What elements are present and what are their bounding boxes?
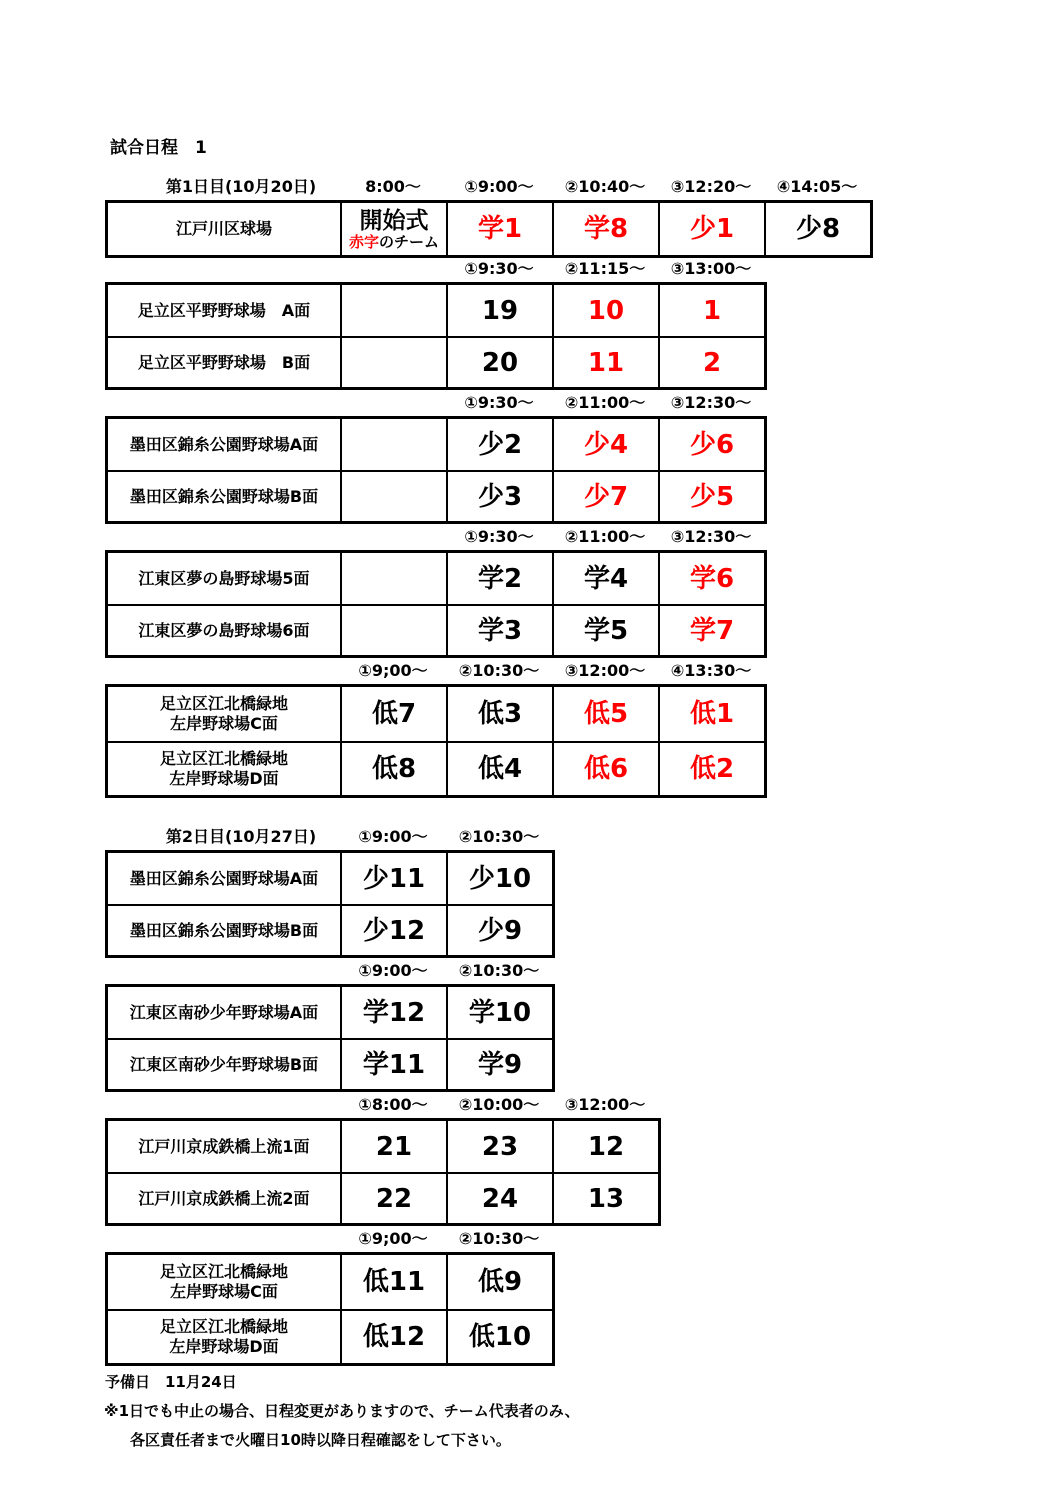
time-header: ④14:05～ [776,177,858,196]
match-cell: 少6 [658,419,764,470]
match-cell: 低7 [340,687,446,741]
day-label: 第1日目(10月20日) [165,177,317,196]
venue-cell: 江東区南砂少年野球場A面 [129,1002,319,1022]
match-cell: 低2 [658,741,764,795]
venue-cell: 足立区平野野球場 B面 [108,336,340,387]
time-header: ②11:15～ [564,259,646,278]
time-header: ④13:30～ [670,661,752,680]
page-title: 試合日程 1 [110,138,207,158]
match-cell: 低12 [340,1309,446,1363]
match-cell: 13 [552,1172,658,1223]
time-header: ①9:30～ [464,259,534,278]
time-header: ③12:30～ [670,527,752,546]
empty-cell [340,553,446,604]
time-header: ③13:00～ [670,259,752,278]
empty-cell [340,285,446,336]
time-header: ②10:30～ [458,961,540,980]
match-cell: 学5 [552,604,658,655]
match-cell: 低3 [446,687,552,741]
time-header: ①9:00～ [464,177,534,196]
match-cell: 24 [446,1172,552,1223]
time-header: 8:00～ [365,177,421,196]
schedule-table [105,200,873,258]
time-header: ②11:00～ [564,527,646,546]
venue-cell: 足立区平野野球場 A面 [137,300,311,320]
opening-ceremony-cell: 開始式 赤字のチーム [340,203,446,255]
schedule-table [105,684,767,798]
match-cell: 低11 [340,1255,446,1309]
empty-cell [340,604,446,655]
venue-cell: 江戸川区球場 [175,219,272,238]
time-header: ②10:00～ [458,1095,540,1114]
venue-cell: 足立区江北橋緑地 左岸野球場D面 [108,1309,340,1363]
venue-cell: 墨田区錦糸公園野球場A面 [129,434,319,454]
empty-cell [340,336,446,387]
match-cell: 学2 [446,553,552,604]
empty-cell [340,470,446,521]
match-cell: 学4 [552,553,658,604]
match-cell: 学1 [446,203,552,255]
venue-cell: 江東区夢の島野球場6面 [108,604,340,655]
match-cell: 10 [552,285,658,336]
match-cell: 少7 [552,470,658,521]
match-cell: 学3 [446,604,552,655]
match-cell: 学6 [658,553,764,604]
empty-cell [340,419,446,470]
match-cell: 低6 [552,741,658,795]
time-header: ①9:00～ [358,961,428,980]
match-cell: 12 [552,1121,658,1172]
match-cell: 低4 [446,741,552,795]
match-cell: 少1 [658,203,764,255]
match-cell: 少9 [446,904,552,955]
venue-cell: 墨田区錦糸公園野球場B面 [108,470,340,521]
match-cell: 学8 [552,203,658,255]
time-header: ①9:30～ [464,527,534,546]
match-cell: 低10 [446,1309,552,1363]
match-cell: 少5 [658,470,764,521]
time-header: ③12:20～ [670,177,752,196]
match-cell: 20 [446,336,552,387]
schedule-table [105,550,767,658]
time-header: ①9:30～ [464,393,534,412]
day-label: 第2日目(10月27日) [165,827,317,846]
schedule-table [105,850,555,958]
match-cell: 19 [446,285,552,336]
venue-cell: 江東区南砂少年野球場B面 [108,1038,340,1089]
time-header: ①9;00～ [358,661,428,680]
time-header: ②10:30～ [458,661,540,680]
venue-cell: 墨田区錦糸公園野球場B面 [108,904,340,955]
schedule-table [105,984,555,1092]
match-cell: 学7 [658,604,764,655]
venue-cell: 江東区夢の島野球場5面 [138,568,310,588]
match-cell: 低8 [340,741,446,795]
venue-cell: 足立区江北橋緑地 左岸野球場C面 [159,1262,288,1301]
venue-cell: 墨田区錦糸公園野球場A面 [129,868,319,888]
time-header: ③12:30～ [670,393,752,412]
reserve-day-note: 予備日 11月24日 [105,1373,237,1391]
match-cell: 少10 [446,853,552,904]
match-cell: 学12 [340,987,446,1038]
time-header: ③12:00～ [564,661,646,680]
match-cell: 少8 [764,203,870,255]
time-header: ②10:40～ [564,177,646,196]
schedule-table [105,416,767,524]
time-header: ②10:30～ [458,1229,540,1248]
match-cell: 少11 [340,853,446,904]
match-cell: 低1 [658,687,764,741]
match-cell: 低9 [446,1255,552,1309]
match-cell: 少4 [552,419,658,470]
time-header: ③12:00～ [564,1095,646,1114]
match-cell: 学10 [446,987,552,1038]
cancellation-note-line2: 各区責任者まで火曜日10時以降日程確認をして下さい。 [130,1431,511,1449]
time-header: ①9;00～ [358,1229,428,1248]
match-cell: 少2 [446,419,552,470]
match-cell: 学9 [446,1038,552,1089]
match-cell: 2 [658,336,764,387]
schedule-table [105,1118,661,1226]
match-cell: 少3 [446,470,552,521]
match-cell: 21 [340,1121,446,1172]
venue-cell: 足立区江北橋緑地 左岸野球場C面 [159,694,288,733]
time-header: ②10:30～ [458,827,540,846]
cancellation-note-line1: ※1日でも中止の場合、日程変更がありますので、チーム代表者のみ、 [104,1402,580,1420]
venue-cell: 足立区江北橋緑地 左岸野球場D面 [108,741,340,795]
match-cell: 23 [446,1121,552,1172]
schedule-table [105,282,767,390]
match-cell: 22 [340,1172,446,1223]
match-cell: 11 [552,336,658,387]
time-header: ①9:00～ [358,827,428,846]
match-cell: 低5 [552,687,658,741]
schedule-table [105,1252,555,1366]
time-header: ①8:00～ [358,1095,428,1114]
match-cell: 少12 [340,904,446,955]
venue-cell: 江戸川京成鉄橋上流2面 [108,1172,340,1223]
match-cell: 1 [658,285,764,336]
time-header: ②11:00～ [564,393,646,412]
venue-cell: 江戸川京成鉄橋上流1面 [138,1136,310,1156]
match-cell: 学11 [340,1038,446,1089]
